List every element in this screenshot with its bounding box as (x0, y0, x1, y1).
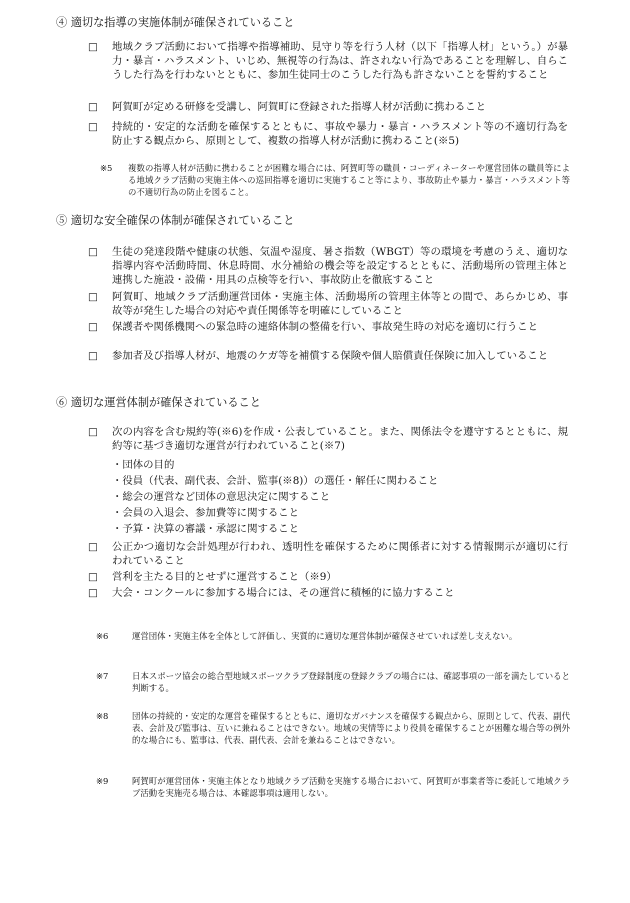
checkbox-icon: □ (88, 541, 98, 553)
section-6-item-1: □ 次の内容を含む規約等(※6)を作成・公表していること。また、関係法令を遵守するとともに、規約等に基づき適切な運営が行われていること(※7) (88, 426, 568, 453)
checkbox-icon: □ (88, 291, 98, 303)
footnote-9: ※9 阿賀町が運営団体・実施主体となり地域クラブ活動を実施する場合において、阿賀町が事業者等に委託して地域クラブ活動を実施売る場合は、本確認事項は適用しない。 (96, 776, 570, 798)
checkbox-icon: □ (88, 321, 98, 333)
checkbox-icon: □ (88, 41, 98, 53)
bullet-item: ・予算・決算の審議・承認に関すること (112, 523, 300, 535)
checkbox-icon: □ (88, 426, 98, 438)
section-6-item-3: □ 営利を主たる目的とせずに運営すること（※9） (88, 571, 337, 583)
footnote-mark: ※5 (100, 163, 113, 173)
footnote-mark: ※8 (96, 711, 109, 721)
footnote-7: ※7 日本スポーツ協会の総合型地域スポーツクラブ登録制度の登録クラブの場合には、確認事項の一部を満たしていると判断する。 (96, 671, 570, 693)
checkbox-icon: □ (88, 121, 98, 133)
section-6-item-4: □ 大会・コンクールに参加する場合には、その運営に積極的に協力すること (88, 587, 455, 599)
checkbox-icon: □ (88, 587, 98, 599)
footnote-mark: ※7 (96, 671, 109, 681)
section-6-item-2: □ 公正かつ適切な会計処理が行われ、透明性を確保するために関係者に対する情報開示が適切に行われていること (88, 541, 568, 568)
checkbox-icon: □ (88, 571, 98, 583)
section-5-item-2: □ 阿賀町、地域クラブ活動運営団体・実施主体、活動場所の管理主体等との間で、あらかじめ、事故等が発生した場合の対応や責任関係等を明確にしていること (88, 291, 568, 318)
footnote-8: ※8 団体の持続的・安定的な運営を確保するとともに、適切なガバナンスを確保する観点から、原則として、代表、副代表、会計及び監事は、互いに兼ねることはできない。地域の実情等により役員を確保することが困難な場合等の例外的な場合にも、監事は、代表、副代表、会計を兼ねることはできない。 (96, 711, 570, 745)
section-5-item-4: □ 参加者及び指導人材が、地震のケガ等を補償する保険や個人賠償責任保険に加入していること (88, 350, 549, 362)
section-4-item-3: □ 持続的・安定的な活動を確保するとともに、事故や暴力・暴言・ハラスメント等の不適切行為を防止する観点から、原則として、複数の指導人材が活動に携わること(※5) (88, 121, 568, 148)
section-4-item-1: □ 地域クラブ活動において指導や指導補助、見守り等を行う人材（以下「指導人材」という。）が暴力・暴言・ハラスメント、いじめ、無視等の行為は、許されない行為であることを理解し、自らこうした行為を行わないとともに、参加生徒同士のこうした行為も許さないことを誓約すること (88, 41, 568, 82)
checkbox-icon: □ (88, 246, 98, 258)
section-4-heading: ④ 適切な指導の実施体制が確保されていること (56, 16, 295, 29)
section-6-heading: ⑥ 適切な運営体制が確保されていること (56, 396, 261, 409)
section-5-item-3: □ 保護者や関係機関への緊急時の連絡体制の整備を行い、事故発生時の対応を適切に行うこと (88, 321, 539, 333)
section-5-item-1: □ 生徒の発達段階や健康の状態、気温や湿度、暑さ指数（WBGT）等の環境を考慮のうえ、適切な指導内容や活動時間、休息時間、水分補給の機会等を設定するとともに、活動場所の管理主体と連携した施設・設備・用具の点検等を行い、事故防止を徹底すること (88, 246, 568, 287)
footnote-mark: ※6 (96, 631, 109, 641)
bullet-item: ・役員（代表、副代表、会計、監事(※8)）の選任・解任に関わること (112, 475, 439, 487)
bullet-item: ・会員の入退会、参加費等に関すること (112, 507, 300, 519)
checkbox-icon: □ (88, 350, 98, 362)
bullet-item: ・団体の目的 (112, 459, 175, 471)
footnote-6: ※6 運営団体・実施主体を全体として評価し、実質的に適切な運営体制が確保させていれば差し支えない。 (96, 631, 518, 641)
footnote-5: ※5 複数の指導人材が活動に携わることが困難な場合には、阿賀町等の職員・コーディネーターや運営団体の職員等による地域クラブ活動の実施主体への巡回指導を適切に実施すること等により、事故防止や暴力・暴言・ハラスメント等の不適切行為の防止を図ること。 (100, 163, 570, 197)
footnote-mark: ※9 (96, 776, 109, 786)
bullet-item: ・総会の運営など団体の意思決定に関すること (112, 491, 331, 503)
checkbox-icon: □ (88, 101, 98, 113)
section-4-item-2: □ 阿賀町が定める研修を受講し、阿賀町に登録された指導人材が活動に携わること (88, 101, 487, 113)
section-5-heading: ⑤ 適切な安全確保の体制が確保されていること (56, 214, 295, 227)
